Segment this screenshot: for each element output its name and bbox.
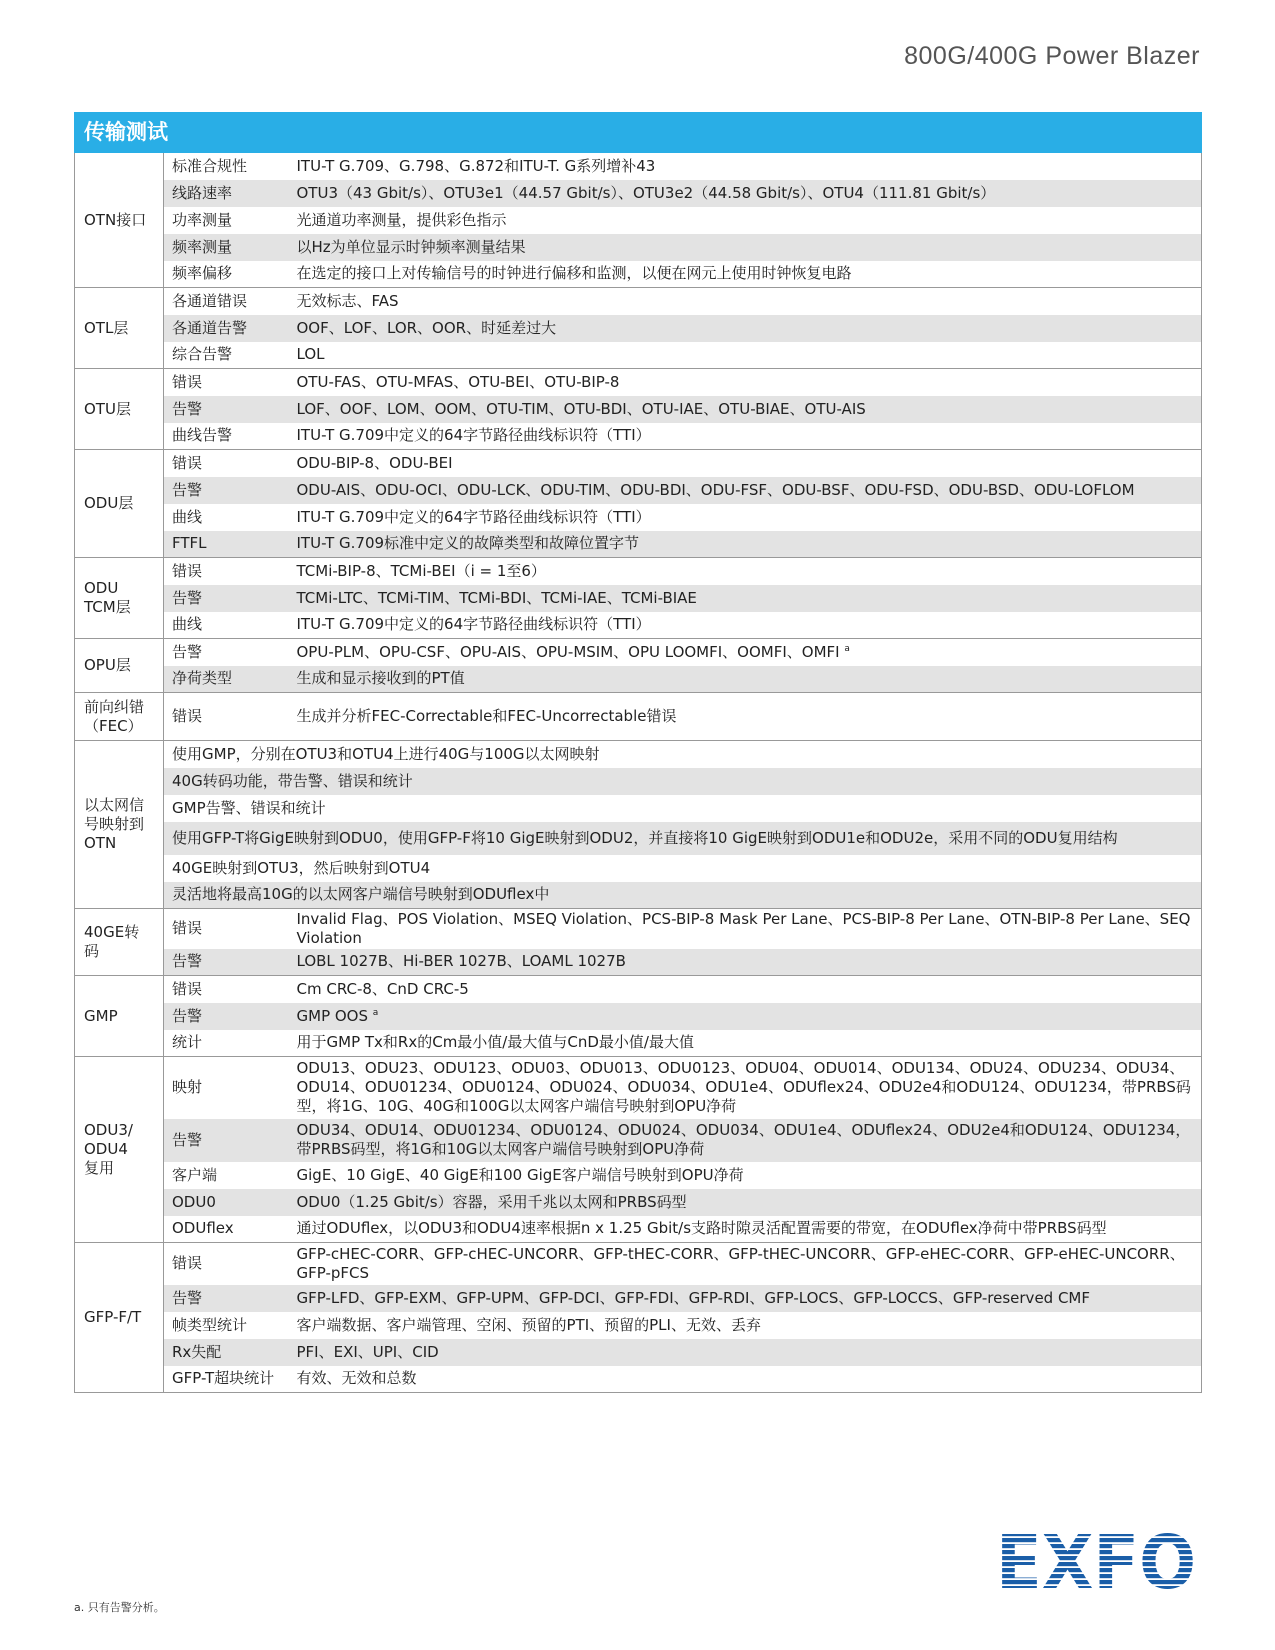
category-cell: 前向纠错 （FEC） (75, 693, 164, 741)
spec-value (289, 1162, 1202, 1189)
category-cell: ODU3/ ODU4 复用 (75, 1057, 164, 1243)
spec-value-text: OTU3（43 Gbit/s）、OTU3e1（44.57 Gbit/s）、OTU3e2（44.58 Gbit/s）、OTU4（111.81 Gbit/s） (296, 183, 996, 202)
table-row (75, 1003, 1202, 1030)
spec-value (289, 1366, 1202, 1393)
spec-subcategory: 客户端 (164, 1162, 289, 1189)
spec-subcategory: 告警 (164, 949, 289, 976)
spec-subcategory: 错误 (164, 976, 289, 1003)
spec-value-text: GMP OOS (296, 1006, 369, 1025)
table-row (75, 1030, 1202, 1057)
table-row (75, 342, 1202, 369)
spec-value (289, 342, 1202, 369)
footnote: a. 只有告警分析。 (74, 1601, 165, 1614)
table-heading: 传输测试 (75, 113, 1202, 153)
spec-value-text: LOL (296, 345, 325, 364)
spec-value (289, 1030, 1202, 1057)
category-cell: GFP-F/T (75, 1243, 164, 1393)
spec-subcategory: 帧类型统计 (164, 1312, 289, 1339)
spec-value (289, 1003, 1202, 1030)
spec-value (289, 504, 1202, 531)
spec-subcategory: 曲线告警 (164, 423, 289, 450)
spec-value-text: 用于GMP Tx和Rx的Cm最小值/最大值与CnD最小值/最大值 (296, 1033, 694, 1052)
transmission-test-table (74, 112, 1202, 1393)
spec-value (289, 1339, 1202, 1366)
spec-value: 40GE映射到OTU3，然后映射到OTU4 (164, 855, 1202, 882)
spec-value (289, 949, 1202, 976)
table-row (75, 261, 1202, 288)
spec-value (289, 585, 1202, 612)
spec-value-text: 生成并分析FEC-Correctable和FEC-Uncorrectable错误 (296, 707, 677, 725)
category-cell: 以太网信 号映射到 OTN (75, 741, 164, 909)
spec-value (289, 1312, 1202, 1339)
spec-subcategory: 告警 (164, 396, 289, 423)
spec-subcategory: 错误 (164, 693, 289, 741)
document-title: 800G/400G Power Blazer (904, 42, 1200, 70)
spec-value-text: 有效、无效和总数 (296, 1369, 417, 1388)
spec-subcategory: 错误 (164, 909, 289, 949)
table-row (75, 949, 1202, 976)
footnote-marker: a (844, 643, 850, 654)
table-row (75, 558, 1202, 585)
spec-value (289, 369, 1202, 396)
table-row (75, 855, 1202, 882)
spec-subcategory: 告警 (164, 1119, 289, 1162)
spec-value (289, 450, 1202, 477)
table-row (75, 909, 1202, 949)
category-cell: OTU层 (75, 369, 164, 450)
spec-value (289, 207, 1202, 234)
spec-value (289, 693, 1202, 741)
table-row (75, 693, 1202, 741)
table-row (75, 976, 1202, 1003)
spec-subcategory: 告警 (164, 477, 289, 504)
table-row (75, 1312, 1202, 1339)
spec-subcategory: 告警 (164, 1003, 289, 1030)
spec-value-text: GFP-LFD、GFP-EXM、GFP-UPM、GFP-DCI、GFP-FDI、GFP-RDI、GFP-LOCS、GFP-LOCCS、GFP-reserved CMF (296, 1288, 1090, 1307)
category-cell: 40GE转 码 (75, 909, 164, 976)
spec-value-text: TCMi-BIP-8、TCMi-BEI（i = 1至6） (296, 561, 546, 580)
spec-value: 灵活地将最高10G的以太网客户端信号映射到ODUflex中 (164, 882, 1202, 909)
spec-subcategory: 错误 (164, 1243, 289, 1285)
spec-value: GMP告警、错误和统计 (164, 795, 1202, 822)
spec-value (289, 1057, 1202, 1119)
category-cell: OPU层 (75, 639, 164, 693)
logo-wordmark: EXFO (996, 1526, 1196, 1592)
spec-value-text: ITU-T G.709中定义的64字节路径曲线标识符（TTI） (296, 426, 651, 445)
table-row (75, 1366, 1202, 1393)
spec-value-text: ODU0（1.25 Gbit/s）容器，采用千兆以太网和PRBS码型 (296, 1192, 687, 1211)
spec-value (289, 261, 1202, 288)
table-row (75, 822, 1202, 855)
table-row (75, 450, 1202, 477)
category-cell: ODU层 (75, 450, 164, 558)
spec-value-text: ODU13、ODU23、ODU123、ODU03、ODU013、ODU0123、ODU04、ODU014、ODU134、ODU24、ODU234、ODU34、ODU14、ODU01234、ODU0124、ODU024、ODU034、ODU1e4、ODUflex24、ODU2e4和ODU124、ODU1234，带PRBS码型，将1G、10G、40G和100G以太网客户端信号映射到OPU净荷 (296, 1059, 1191, 1116)
table-row (75, 477, 1202, 504)
table-row (75, 612, 1202, 639)
table-row (75, 741, 1202, 768)
table-row (75, 1189, 1202, 1216)
exfo-logo (994, 1526, 1199, 1592)
spec-value-text: ODU34、ODU14、ODU01234、ODU0124、ODU024、ODU034、ODU1e4、ODUflex24、ODU2e4和ODU124、ODU1234，带PRBS码型，将1G和10G以太网客户端信号映射到OPU净荷 (296, 1121, 1191, 1158)
table-row (75, 288, 1202, 315)
spec-value (289, 976, 1202, 1003)
category-cell: OTL层 (75, 288, 164, 369)
table-row (75, 639, 1202, 666)
table-row (75, 180, 1202, 207)
table-row (75, 882, 1202, 909)
spec-value-text: OOF、LOF、LOR、OOR、时延差过大 (296, 318, 557, 337)
spec-value (289, 234, 1202, 261)
table-row (75, 1057, 1202, 1119)
spec-value-text: GFP-cHEC-CORR、GFP-cHEC-UNCORR、GFP-tHEC-CORR、GFP-tHEC-UNCORR、GFP-eHEC-CORR、GFP-eHEC-UNCORR、GFP-pFCS (296, 1244, 1185, 1282)
spec-value (289, 288, 1202, 315)
spec-subcategory: 错误 (164, 369, 289, 396)
spec-value-text: 生成和显示接收到的PT值 (296, 669, 465, 688)
table-row (75, 396, 1202, 423)
spec-subcategory: 频率测量 (164, 234, 289, 261)
spec-value-text: ITU-T G.709中定义的64字节路径曲线标识符（TTI） (296, 507, 651, 526)
spec-value (289, 558, 1202, 585)
table-row (75, 1119, 1202, 1162)
table-row (75, 1285, 1202, 1312)
spec-subcategory: 曲线 (164, 504, 289, 531)
spec-value: 40G转码功能，带告警、错误和统计 (164, 768, 1202, 795)
spec-value (289, 612, 1202, 639)
spec-value-text: 以Hz为单位显示时钟频率测量结果 (296, 237, 526, 256)
footnote-marker: a (372, 1007, 379, 1018)
spec-subcategory: 功率测量 (164, 207, 289, 234)
spec-value-text: ITU-T G.709标准中定义的故障类型和故障位置字节 (296, 534, 640, 553)
spec-value-text: LOBL 1027B、Hi-BER 1027B、LOAML 1027B (296, 952, 626, 971)
table-row (75, 315, 1202, 342)
spec-value-text: LOF、OOF、LOM、OOM、OTU-TIM、OTU-BDI、OTU-IAE、OTU-BIAE、OTU-AIS (296, 399, 866, 418)
spec-subcategory: 错误 (164, 558, 289, 585)
spec-value (289, 180, 1202, 207)
table-row (75, 207, 1202, 234)
spec-subcategory: 线路速率 (164, 180, 289, 207)
spec-subcategory: 告警 (164, 1285, 289, 1312)
table-row (75, 1339, 1202, 1366)
spec-value (289, 1285, 1202, 1312)
spec-value (289, 639, 1202, 666)
spec-value-text: Invalid Flag、POS Violation、MSEQ Violation、PCS-BIP-8 Mask Per Lane、PCS-BIP-8 Per Lane、OTN-BIP-8 Per Lane、SEQ Violation (296, 909, 1191, 947)
spec-value-text: 无效标志、FAS (296, 291, 399, 310)
spec-subcategory: 各通道错误 (164, 288, 289, 315)
spec-value (289, 423, 1202, 450)
spec-value-text: PFI、EXI、UPI、CID (296, 1342, 439, 1361)
spec-value (289, 315, 1202, 342)
table-row (75, 234, 1202, 261)
spec-value-text: OPU-PLM、OPU-CSF、OPU-AIS、OPU-MSIM、OPU LOOMFI、OOMFI、OMFI (296, 642, 840, 661)
spec-value (289, 1119, 1202, 1162)
spec-value-text: ODU-BIP-8、ODU-BEI (296, 453, 453, 472)
spec-subcategory: 错误 (164, 450, 289, 477)
spec-subcategory: 综合告警 (164, 342, 289, 369)
table-row (75, 153, 1202, 180)
spec-value-text: 通过ODUflex，以ODU3和ODU4速率根据n x 1.25 Gbit/s支路时隙灵活配置需要的带宽，在ODUflex净荷中带PRBS码型 (296, 1219, 1107, 1238)
table-row (75, 1243, 1202, 1285)
table-row (75, 666, 1202, 693)
spec-value-text: TCMi-LTC、TCMi-TIM、TCMi-BDI、TCMi-IAE、TCMi-BIAE (296, 588, 697, 607)
spec-subcategory: 告警 (164, 639, 289, 666)
table-row (75, 585, 1202, 612)
table-row (75, 531, 1202, 558)
spec-value-text: ODU-AIS、ODU-OCI、ODU-LCK、ODU-TIM、ODU-BDI、ODU-FSF、ODU-BSF、ODU-FSD、ODU-BSD、ODU-LOFLOM (296, 480, 1135, 499)
spec-value-text: Cm CRC-8、CnD CRC-5 (296, 979, 469, 998)
spec-value (289, 153, 1202, 180)
spec-subcategory: GFP-T超块统计 (164, 1366, 289, 1393)
spec-subcategory: Rx失配 (164, 1339, 289, 1366)
spec-value: 使用GMP，分别在OTU3和OTU4上进行40G与100G以太网映射 (164, 741, 1202, 768)
spec-value (289, 909, 1202, 949)
spec-subcategory: 标准合规性 (164, 153, 289, 180)
table-row (75, 504, 1202, 531)
category-cell: GMP (75, 976, 164, 1057)
spec-value-text: OTU-FAS、OTU-MFAS、OTU-BEI、OTU-BIP-8 (296, 372, 620, 391)
spec-subcategory: 告警 (164, 585, 289, 612)
spec-subcategory: 统计 (164, 1030, 289, 1057)
spec-subcategory: FTFL (164, 531, 289, 558)
spec-value-text: ITU-T G.709、G.798、G.872和ITU-T. G系列增补43 (296, 156, 656, 175)
table-row (75, 795, 1202, 822)
spec-subcategory: 净荷类型 (164, 666, 289, 693)
spec-subcategory: 各通道告警 (164, 315, 289, 342)
spec-subcategory: 映射 (164, 1057, 289, 1119)
table-row (75, 423, 1202, 450)
spec-value (289, 531, 1202, 558)
spec-value (289, 1243, 1202, 1285)
table-row (75, 369, 1202, 396)
category-cell: OTN接口 (75, 153, 164, 288)
spec-value-text: 在选定的接口上对传输信号的时钟进行偏移和监测，以便在网元上使用时钟恢复电路 (296, 264, 852, 283)
spec-subcategory: ODU0 (164, 1189, 289, 1216)
category-cell: ODU TCM层 (75, 558, 164, 639)
table-row (75, 1162, 1202, 1189)
spec-value-text: GigE、10 GigE、40 GigE和100 GigE客户端信号映射到OPU净荷 (296, 1165, 744, 1184)
spec-subcategory: ODUflex (164, 1216, 289, 1243)
table-row (75, 1216, 1202, 1243)
spec-value-text: 客户端数据、客户端管理、空闲、预留的PTI、预留的PLI、无效、丢弃 (296, 1315, 761, 1334)
spec-subcategory: 曲线 (164, 612, 289, 639)
spec-value: 使用GFP-T将GigE映射到ODU0，使用GFP-F将10 GigE映射到ODU2，并直接将10 GigE映射到ODU1e和ODU2e，采用不同的ODU复用结构 (164, 822, 1202, 855)
spec-value (289, 1189, 1202, 1216)
spec-value (289, 666, 1202, 693)
spec-value (289, 1216, 1202, 1243)
spec-subcategory: 频率偏移 (164, 261, 289, 288)
spec-value (289, 477, 1202, 504)
spec-value-text: 光通道功率测量，提供彩色指示 (296, 210, 507, 229)
spec-value-text: ITU-T G.709中定义的64字节路径曲线标识符（TTI） (296, 615, 651, 634)
table-row (75, 768, 1202, 795)
spec-value (289, 396, 1202, 423)
